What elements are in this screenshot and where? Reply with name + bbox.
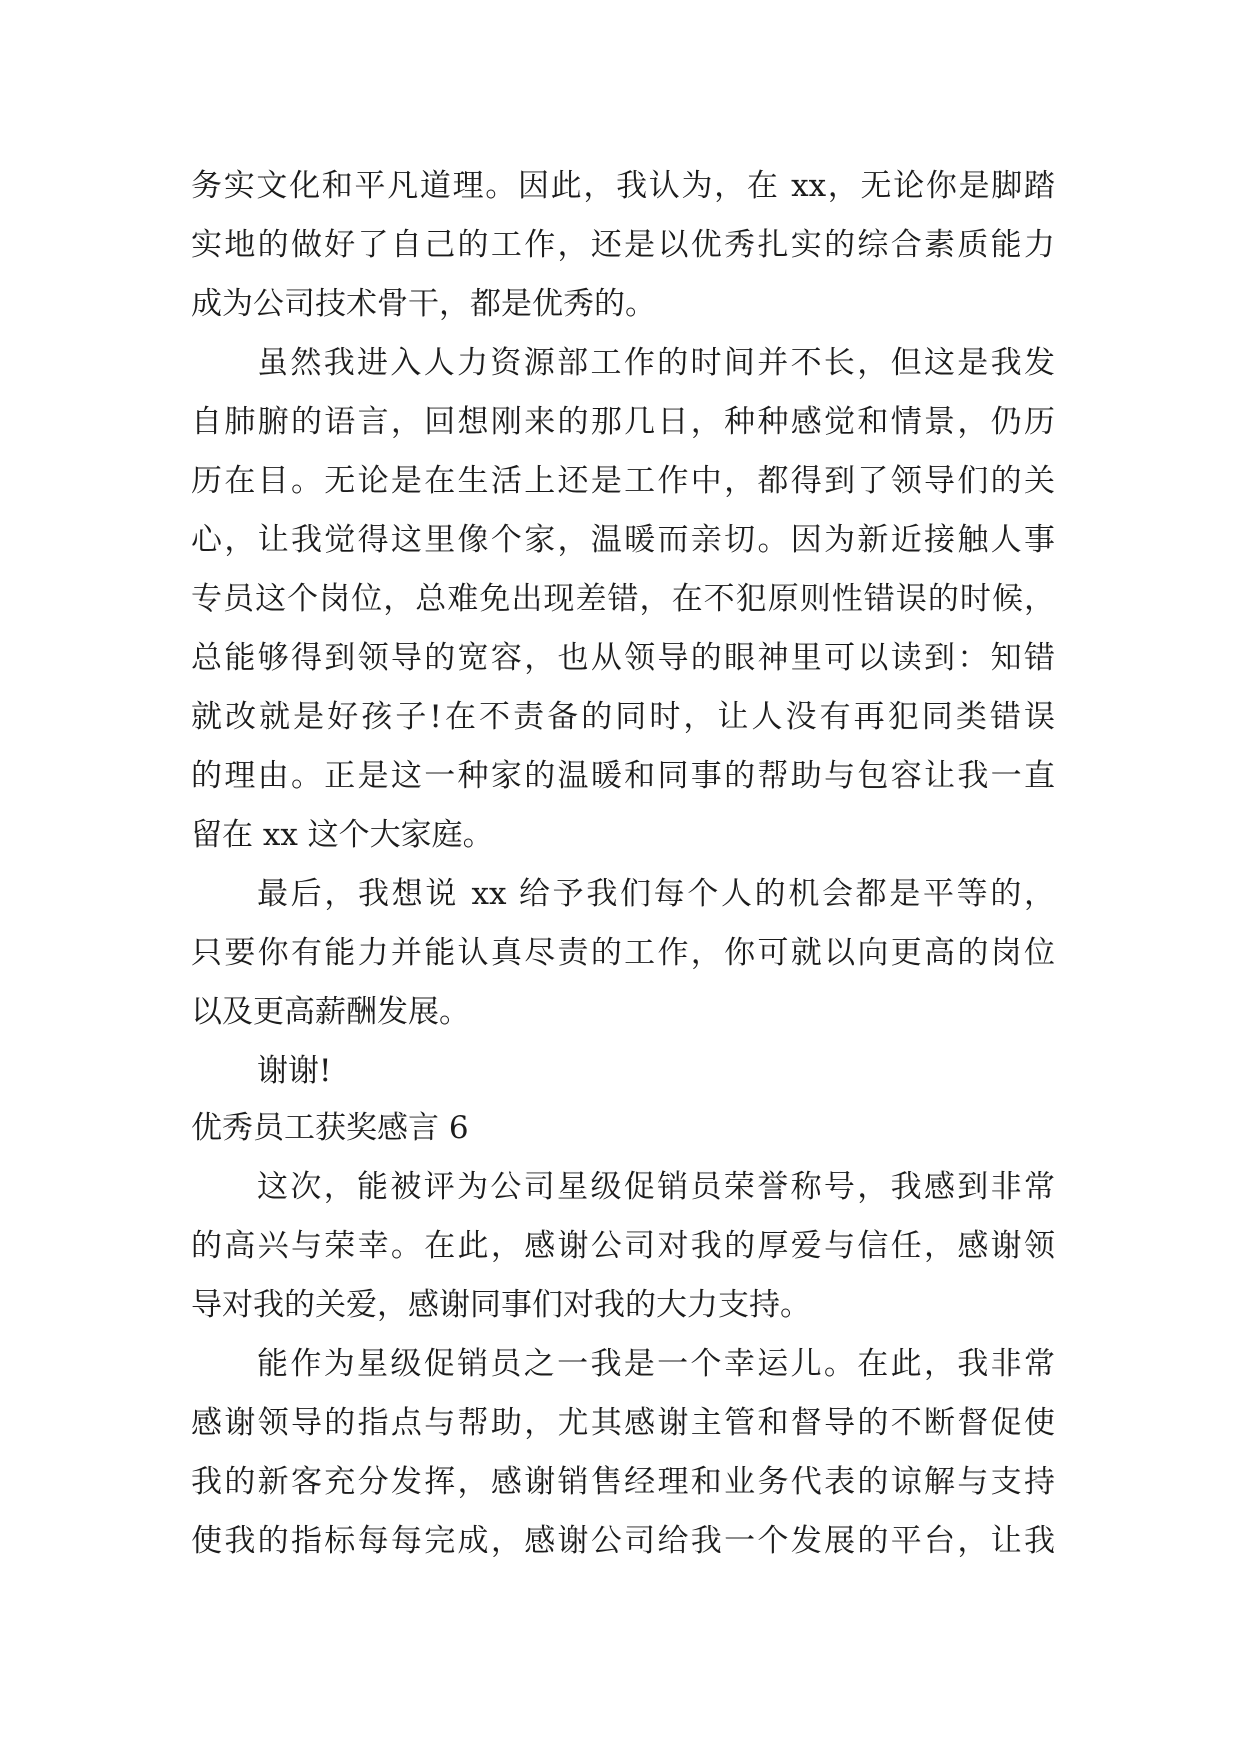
section-paragraph-1-line-2: 的高兴与荣幸。在此，感谢公司对我的厚爱与信任，感谢领 — [191, 1228, 1055, 1264]
section-title: 优秀员工获奖感言 6 — [191, 1110, 469, 1146]
paragraph-2-line-8: 的理由。正是这一种家的温暖和同事的帮助与包容让我一直 — [191, 758, 1055, 794]
paragraph-2-line-3: 历在目。无论是在生活上还是工作中，都得到了领导们的关 — [191, 463, 1055, 499]
paragraph-2-line-9: 留在 xx 这个大家庭。 — [191, 817, 494, 853]
paragraph-3-line-3: 以及更高薪酬发展。 — [191, 994, 470, 1030]
section-paragraph-2-line-1: 能作为星级促销员之一我是一个幸运儿。在此，我非常 — [257, 1346, 1055, 1382]
paragraph-1-line-1: 务实文化和平凡道理。因此，我认为，在 xx，无论你是脚踏 — [191, 168, 1055, 204]
paragraph-3-line-1: 最后，我想说 xx 给予我们每个人的机会都是平等的， — [257, 876, 1055, 912]
paragraph-2-line-7: 就改就是好孩子!在不责备的同时，让人没有再犯同类错误 — [191, 699, 1055, 735]
paragraph-2-line-2: 自肺腑的语言，回想刚来的那几日，种种感觉和情景，仍历 — [191, 404, 1055, 440]
paragraph-2-line-1: 虽然我进入人力资源部工作的时间并不长，但这是我发 — [257, 345, 1055, 381]
paragraph-1-line-3: 成为公司技术骨干，都是优秀的。 — [191, 286, 656, 322]
paragraph-3-line-2: 只要你有能力并能认真尽责的工作，你可就以向更高的岗位 — [191, 935, 1055, 971]
section-paragraph-1-line-1: 这次，能被评为公司星级促销员荣誉称号，我感到非常 — [257, 1169, 1055, 1205]
paragraph-1-line-2: 实地的做好了自己的工作，还是以优秀扎实的综合素质能力 — [191, 227, 1055, 263]
paragraph-4-line-1: 谢谢! — [257, 1053, 332, 1089]
paragraph-2-line-5: 专员这个岗位，总难免出现差错，在不犯原则性错误的时候， — [191, 581, 1055, 617]
paragraph-2-line-6: 总能够得到领导的宽容，也从领导的眼神里可以读到：知错 — [191, 640, 1055, 676]
section-paragraph-2-line-3: 我的新客充分发挥，感谢销售经理和业务代表的谅解与支持 — [191, 1464, 1055, 1500]
paragraph-2-line-4: 心，让我觉得这里像个家，温暖而亲切。因为新近接触人事 — [191, 522, 1055, 558]
section-paragraph-1-line-3: 导对我的关爱，感谢同事们对我的大力支持。 — [191, 1287, 811, 1323]
section-paragraph-2-line-2: 感谢领导的指点与帮助，尤其感谢主管和督导的不断督促使 — [191, 1405, 1055, 1441]
section-paragraph-2-line-4: 使我的指标每每完成，感谢公司给我一个发展的平台，让我 — [191, 1523, 1055, 1559]
